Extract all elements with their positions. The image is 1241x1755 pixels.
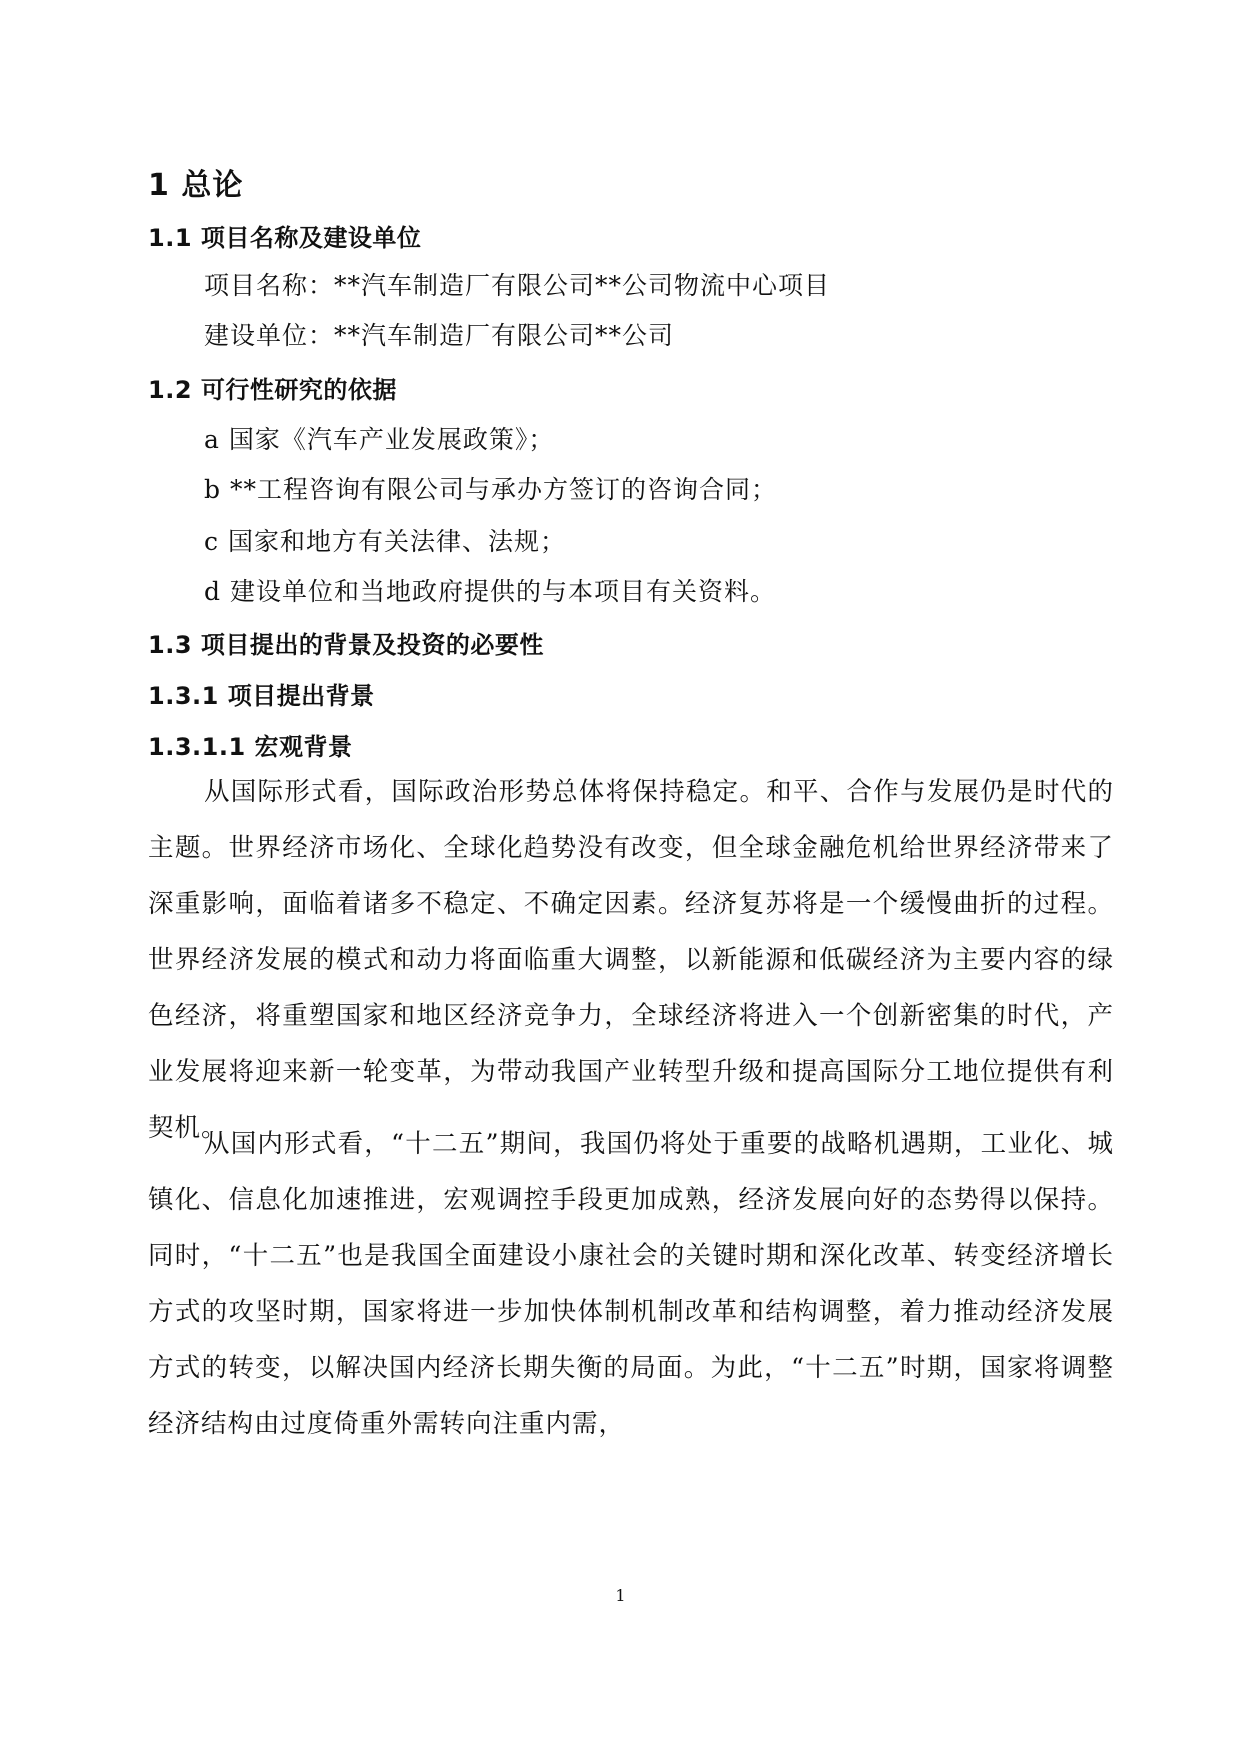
project-name-line: 项目名称：**汽车制造厂有限公司**公司物流中心项目 bbox=[204, 271, 831, 300]
basis-item-a: a 国家《汽车产业发展政策》； bbox=[204, 425, 555, 454]
chapter-heading: 1 总论 bbox=[148, 168, 244, 203]
builder-unit-line: 建设单位：**汽车制造厂有限公司**公司 bbox=[204, 321, 675, 350]
section-heading-1-3-1-1: 1.3.1.1 宏观背景 bbox=[148, 733, 353, 761]
section-heading-1-3: 1.3 项目提出的背景及投资的必要性 bbox=[148, 631, 544, 659]
basis-item-b: b **工程咨询有限公司与承办方签订的咨询合同； bbox=[204, 475, 777, 504]
paragraph-international: 从国际形式看，国际政治形势总体将保持稳定。和平、合作与发展仍是时代的主题。世界经济市场化、全球化趋势没有改变，但全球金融危机给世界经济带来了深重影响，面临着诸多不稳定、不确定因素。经济复苏将是一个缓慢曲折的过程。世界经济发展的模式和动力将面临重大调整，以新能源和低碳经济为主要内容的绿色经济，将重塑国家和地区经济竞争力，全球经济将进入一个创新密集的时代，产业发展将迎来新一轮变革，为带动我国产业转型升级和提高国际分工地位提供有利契机。 bbox=[148, 777, 1114, 1143]
page-number: 1 bbox=[615, 1586, 626, 1605]
section-heading-1-3-1: 1.3.1 项目提出背景 bbox=[148, 682, 375, 710]
basis-item-c: c 国家和地方有关法律、法规； bbox=[204, 527, 566, 556]
section-heading-1-1: 1.1 项目名称及建设单位 bbox=[148, 224, 422, 252]
section-heading-1-2: 1.2 可行性研究的依据 bbox=[148, 376, 397, 404]
paragraph-domestic: 从国内形式看，“十二五”期间，我国仍将处于重要的战略机遇期，工业化、城镇化、信息化加速推进，宏观调控手段更加成熟，经济发展向好的态势得以保持。同时，“十二五”也是我国全面建设小康社会的关键时期和深化改革、转变经济增长方式的攻坚时期，国家将进一步加快体制机制改革和结构调整，着力推动经济发展方式的转变，以解决国内经济长期失衡的局面。为此，“十二五”时期，国家将调整经济结构由过度倚重外需转向注重内需， bbox=[148, 1129, 1114, 1439]
basis-item-d: d 建设单位和当地政府提供的与本项目有关资料。 bbox=[204, 577, 776, 606]
